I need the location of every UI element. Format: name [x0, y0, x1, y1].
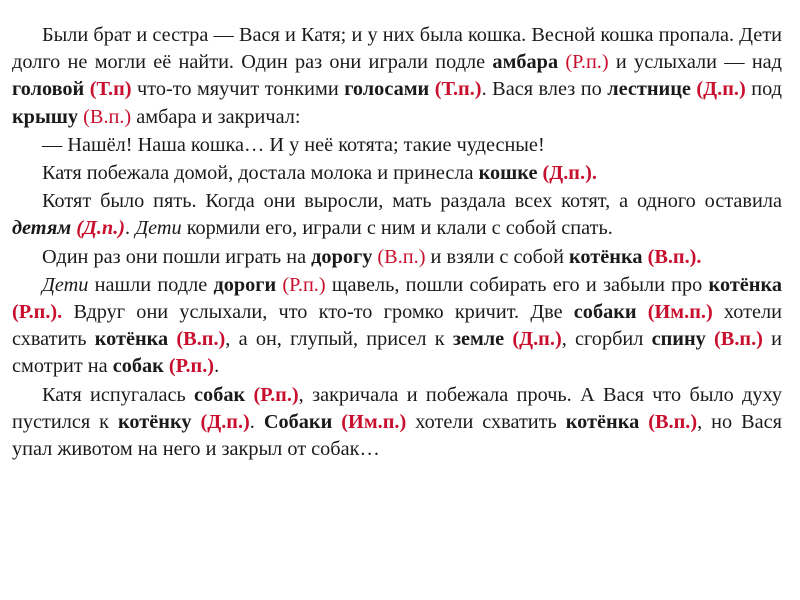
highlighted-word: лестнице — [607, 78, 691, 101]
text-run: и услыхали — над — [608, 51, 782, 74]
case-label: (Д.п.) — [696, 78, 746, 101]
highlighted-word: земле — [452, 328, 505, 351]
text-run: нашли подле — [88, 273, 214, 296]
case-label: (Т.п) — [89, 78, 132, 101]
highlighted-word: кошке — [478, 162, 538, 185]
paragraph-6 — [12, 272, 782, 381]
highlighted-word: детям — [12, 217, 72, 240]
highlighted-word: котёнка — [708, 273, 782, 296]
paragraph-1 — [12, 22, 782, 131]
text-run: кормили его, играли с ним и клали с собой спать. — [181, 217, 613, 240]
text-run: — Нашёл! Наша кошка… И у неё котята; такие чудесные! — [42, 133, 545, 156]
case-label: (Д.п.) — [200, 410, 250, 433]
text-run: Были брат и сестра — Вася и Катя; и у них была кошка. Весной кошка пропала. Дети долго не могли её найти. Один раз они играли подле — [12, 24, 782, 74]
text-run: Катя испугалась — [42, 383, 195, 406]
text-run: , но Вася упал животом на него и закрыл от собак… — [12, 410, 783, 461]
text-run: и взяли с собой — [425, 245, 570, 268]
case-label: (Им.п.) — [341, 410, 407, 433]
highlighted-word: собак — [112, 355, 164, 378]
text-run: Один раз они пошли играть на — [42, 245, 312, 268]
paragraph-5 — [12, 244, 782, 271]
document-page — [12, 22, 782, 463]
highlighted-word: спину — [651, 328, 706, 351]
case-label: (Им.п.) — [647, 301, 713, 324]
text-run: . — [125, 217, 136, 240]
highlighted-word: котёнка — [94, 328, 169, 351]
text-run: хотели схватить — [406, 410, 566, 433]
case-label: (В.п.) — [83, 105, 132, 128]
highlighted-word: дорогу — [311, 245, 373, 268]
text-run: Дети — [135, 217, 182, 240]
text-run: , а он, глупый, присел к — [225, 328, 453, 351]
highlighted-word: крышу — [12, 105, 79, 128]
case-label: (В.п.) — [176, 328, 226, 351]
case-label: (Р.п.). — [12, 301, 63, 324]
text-run: под — [745, 78, 782, 101]
text-run — [706, 328, 714, 350]
text-run: хотели схватить — [12, 301, 782, 351]
text-run: . Вася влез по — [481, 78, 608, 101]
highlighted-word: котёнку — [118, 410, 192, 433]
text-run: . — [214, 355, 220, 378]
text-run — [637, 301, 648, 323]
text-run — [332, 411, 341, 433]
paragraph-7 — [12, 382, 782, 464]
highlighted-word: головой — [12, 78, 85, 101]
text-run: Котят было пять. Когда они выросли, мать раздала всех котят, а одного оставила — [42, 190, 782, 213]
text-run: что-то мяучит тонкими — [131, 78, 345, 101]
paragraph-3 — [12, 160, 782, 187]
highlighted-word: амбара — [492, 51, 559, 74]
text-run: . — [249, 410, 264, 433]
case-label: (В.п.). — [647, 245, 702, 268]
highlighted-word: голосами — [344, 78, 430, 101]
text-run: Дети — [42, 273, 89, 296]
text-run: Катя побежала домой, достала молока и принесла — [42, 162, 479, 185]
highlighted-word: Собаки — [263, 410, 333, 433]
text-run: амбара и закричал: — [131, 105, 301, 128]
case-label: (Р.п.) — [253, 383, 299, 406]
text-run: и смотрит на — [12, 328, 782, 378]
case-label: (Т.п.) — [434, 78, 482, 101]
text-run: , сгорбил — [561, 328, 652, 351]
highlighted-word: собаки — [573, 301, 637, 324]
text-run: Вдруг они услыхали, что кто-то громко кричит. Две — [62, 301, 574, 324]
paragraph-2 — [12, 132, 782, 159]
case-label: (Р.п.) — [168, 355, 215, 378]
case-label: (В.п.) — [377, 245, 426, 268]
highlighted-word: собак — [194, 383, 246, 406]
case-label: (Р.п.) — [565, 51, 609, 74]
text-run: , закричала и побежала прочь. А Вася что было духу пустился к — [12, 383, 782, 433]
paragraph-4 — [12, 188, 782, 242]
case-label: (Д.п.). — [542, 162, 597, 185]
case-label: (В.п.) — [714, 328, 763, 351]
highlighted-word: дороги — [213, 273, 277, 296]
highlighted-word: котёнка — [569, 245, 643, 268]
case-label: (Д.п.) — [512, 328, 562, 351]
case-label: (Р.п.) — [282, 273, 326, 296]
highlighted-word: котёнка — [565, 410, 640, 433]
text-run: щавель, пошли собирать его и забыли про — [325, 273, 709, 296]
case-label: (В.п.) — [648, 410, 698, 433]
text-run — [639, 411, 648, 433]
case-label: (Д.п.) — [76, 217, 126, 240]
